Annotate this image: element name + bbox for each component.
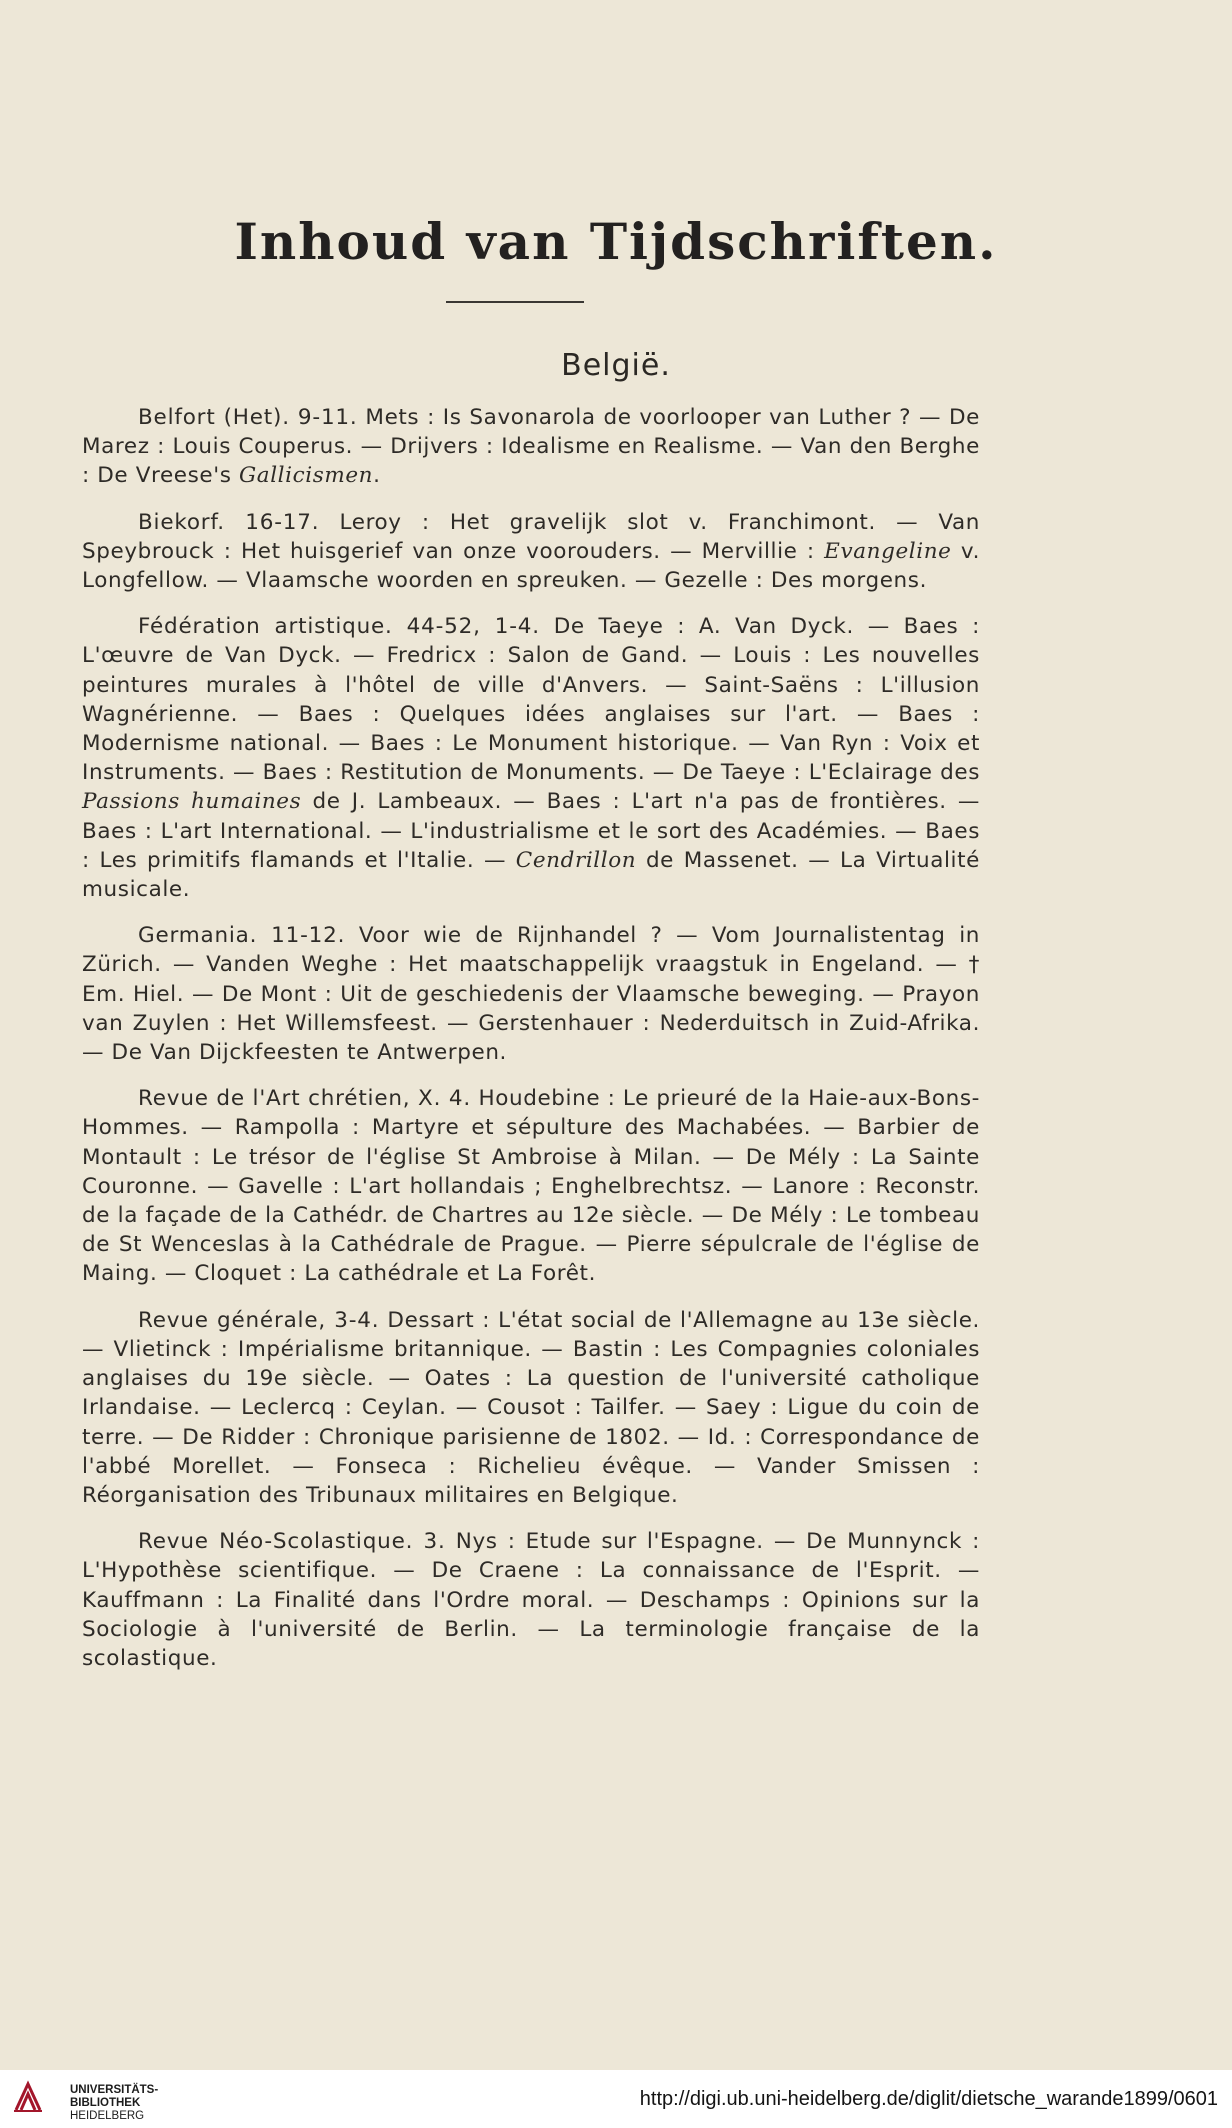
entry-belfort: Belfort (Het). 9-11. Mets : Is Savonarola de voorlooper van Luther ? — De Marez : Louis Couperus. — Drijvers : Idealisme en Realisme. — Van den Berghe : De Vreese's Gallicismen. — [82, 405, 980, 489]
library-logo-icon — [12, 2080, 44, 2114]
section-heading: België. — [561, 348, 671, 383]
entry-revue-neo-scolastique: Revue Néo-Scolastique. 3. Nys : Etude sur l'Espagne. — De Munnynck : L'Hypothèse scientifique. — De Craene : La connaissance de l'Esprit. — Kauffmann : La Finalité dans l'Ordre moral. — Deschamps : Opinions sur la Sociologie à l'université de Berlin. — La terminologie française de la scolastique. — [82, 1529, 980, 1671]
source-url-link[interactable]: http://digi.ub.uni-heidelberg.de/diglit/dietsche_warande1899/0601 — [639, 2088, 1218, 2110]
entry-revue-generale: Revue générale, 3-4. Dessart : L'état social de l'Allemagne au 13e siècle. — Vlietinck : Impérialisme britannique. — Bastin : Les Compagnies coloniales anglaises du 19e siècle. — Oates : La question de l'université catholique Irlandaise. — Leclercq : Ceylan. — Cousot : Tailfer. — Saey : Ligue du coin de terre. — De Ridder : Chronique parisienne de 1802. — Id. : Correspondance de l'abbé Morellet. — Fonseca : Richelieu évêque. — Vander Smissen : Réorganisation des Tribunaux militaires en Belgique. — [82, 1307, 980, 1508]
entry-biekorf: Biekorf. 16-17. Leroy : Het gravelijk slot v. Franchimont. — Van Speybrouck : Het huisgerief van onze voorouders. — Mervillie : Evangeline v. Longfellow. — Vlaamsche woorden en spreuken. — Gezelle : Des morgens. — [82, 509, 981, 594]
entry-germania: Germania. 11-12. Voor wie de Rijnhandel ? — Vom Journalistentag in Zürich. — Vanden Weghe : Het maatschappelijk vraagstuk in Engeland. — † Em. Hiel. — De Mont : Uit de geschiedenis der Vlaamsche beweging. — Prayon van Zuylen : Het Willemsfeest. — Gerstenhauer : Nederduitsch in Zuid-Afrika. — De Van Dijckfeesten te Antwerpen. — [82, 923, 980, 1066]
entries-list — [82, 403, 980, 1690]
entry-revue-art-chretien: Revue de l'Art chrétien, X. 4. Houdebine : Le prieuré de la Haie-aux-Bons-Hommes. — Rampolla : Martyre et sépulture des Machabées. — Barbier de Montault : Le trésor de l'église St Ambroise à Milan. — De Mély : La Sainte Couronne. — Gavelle : L'art hollandais ; Enghelbrechtsz. — Lanore : Reconstr. de la façade de la Cathédr. de Chartres au 12e siècle. — De Mély : Le tombeau de St Wenceslas à la Cathédrale de Prague. — Pierre sépulcrale de l'église de Maing. — Cloquet : La cathédrale et La Forêt. — [82, 1086, 980, 1287]
entry-federation-artistique: Fédération artistique. 44-52, 1-4. De Taeye : A. Van Dyck. — Baes : L'œuvre de Van Dyck. — Fredricx : Salon de Gand. — Louis : Les nouvelles peintures murales à l'hôtel de ville d'Anvers. — Saint-Saëns : L'illusion Wagnérienne. — Baes : Quelques idées anglaises sur l'art. — Baes : Modernisme national. — Baes : Le Monument historique. — Van Ryn : Voix et Instruments. — Baes : Restitution de Monuments. — De Taeye : L'Eclairage des Passions humaines de J. Lambeaux. — Baes : L'art n'a pas de frontières. — Baes : L'art International. — L'industrialisme et le sort des Académies. — Baes : Les primitifs flamands et l'Italie. — Cendrillon de Massenet. — La Virtualité musicale. — [82, 614, 981, 903]
page-title: Inhoud van Tijdschriften. — [234, 212, 998, 271]
title-divider — [446, 301, 584, 303]
library-name: UNIVERSITÄTS- BIBLIOTHEK HEIDELBERG — [70, 2084, 159, 2122]
